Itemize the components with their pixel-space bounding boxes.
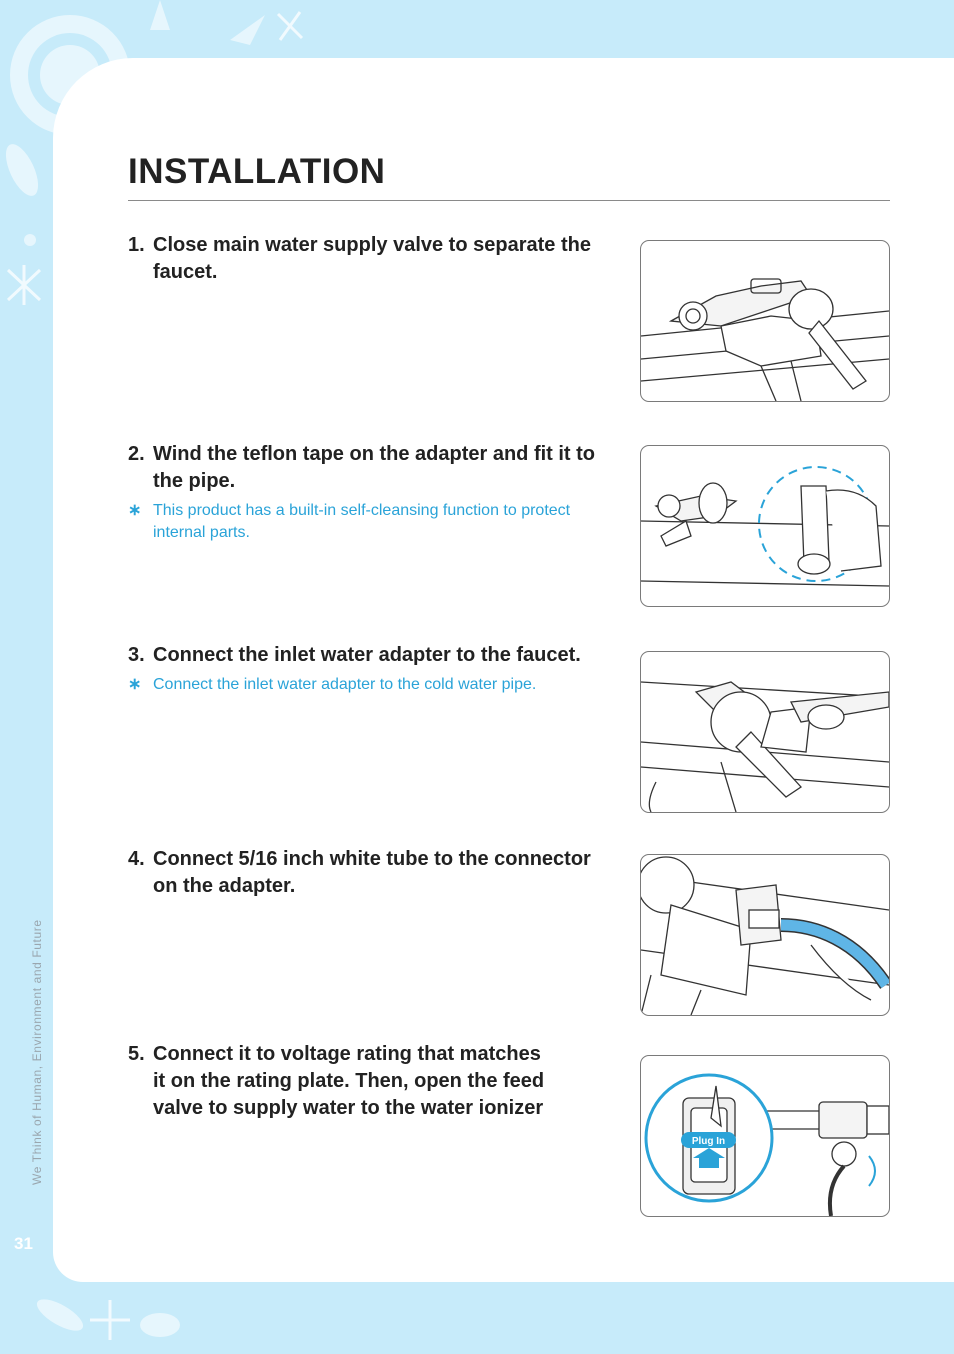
asterisk-icon: ∗ (128, 502, 142, 519)
page-title: INSTALLATION (128, 152, 386, 191)
step-text: Connect 5/16 inch white tube to the connector on the adapter. (153, 848, 591, 897)
step-note (128, 500, 618, 544)
inlet-adapter-illustration (640, 651, 890, 813)
page-number: 31 (14, 1234, 33, 1253)
step-number: 1. (128, 234, 145, 256)
step-number: 5. (128, 1043, 145, 1065)
step-text: Close main water supply valve to separate the faucet. (153, 234, 591, 283)
asterisk-icon: ∗ (128, 676, 142, 693)
faucet-valve-illustration (640, 240, 890, 402)
step-1 (128, 232, 618, 286)
teflon-tape-illustration (640, 445, 890, 607)
step-4 (128, 846, 618, 900)
step-note (128, 674, 618, 696)
white-tube-illustration (640, 854, 890, 1016)
note-text: Connect the inlet water adapter to the cold water pipe. (153, 676, 537, 693)
step-2 (128, 441, 618, 544)
note-text: This product has a built-in self-cleansing function to protect internal parts. (153, 502, 571, 541)
step-number: 2. (128, 443, 145, 465)
step-text: Connect the inlet water adapter to the faucet. (153, 644, 581, 666)
plug-in-label: Plug In (691, 1136, 726, 1147)
step-number: 4. (128, 848, 145, 870)
plug-in-illustration (640, 1055, 890, 1217)
step-number: 3. (128, 644, 145, 666)
step-text: Wind the teflon tape on the adapter and fit it to the pipe. (153, 443, 596, 492)
title-divider (128, 200, 890, 201)
sidebar-tagline: We Think of Human, Environment and Future (30, 919, 44, 1185)
step-text: Connect it to voltage rating that matches it on the rating plate. Then, open the feed valve to supply water to the water ionizer (153, 1043, 545, 1119)
step-3 (128, 642, 618, 696)
step-5 (128, 1041, 618, 1122)
